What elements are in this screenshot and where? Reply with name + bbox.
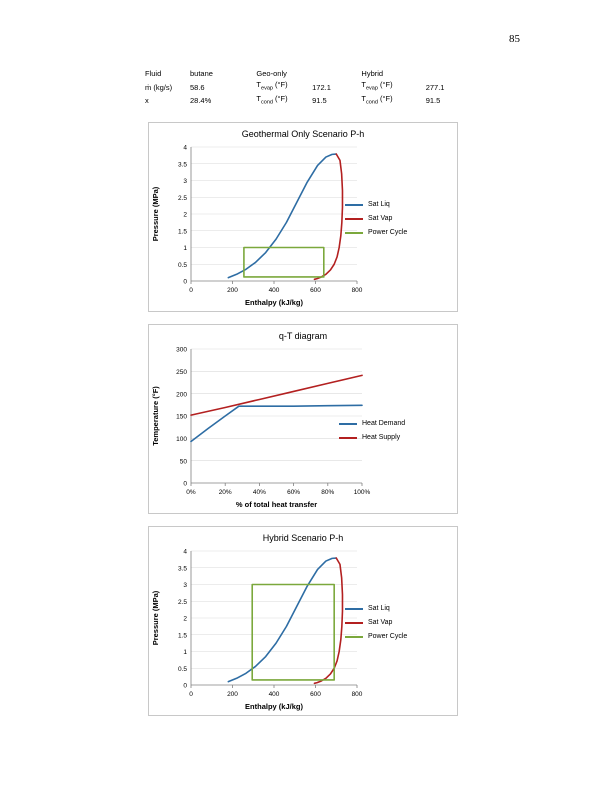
chart-legend xyxy=(345,605,407,647)
cell-fluid-label: Fluid xyxy=(145,69,162,78)
legend-label-sat-vap: Sat Vap xyxy=(368,215,393,222)
chart-title: Hybrid Scenario P-h xyxy=(262,533,344,543)
parameter-table xyxy=(145,68,475,106)
legend-item xyxy=(345,605,407,612)
cell-geo-header: Geo-only xyxy=(256,69,287,78)
chart-hybrid-scenario-ph xyxy=(148,526,458,716)
legend-swatch-power-cycle xyxy=(345,636,363,638)
svg-text:250: 250 xyxy=(176,368,187,376)
svg-text:Pressure (MPa): Pressure (MPa) xyxy=(151,186,160,242)
chart-geothermal-only-ph xyxy=(148,122,458,312)
table-row xyxy=(145,79,475,93)
chart-legend xyxy=(339,420,405,448)
svg-text:0: 0 xyxy=(183,278,187,286)
svg-text:0.5: 0.5 xyxy=(177,665,187,673)
legend-swatch-sat-vap xyxy=(345,218,363,220)
legend-swatch-heat-demand xyxy=(339,423,357,425)
legend-item xyxy=(339,420,405,427)
cell-geo-header-value xyxy=(312,68,361,79)
legend-label-heat-supply: Heat Supply xyxy=(362,434,401,441)
svg-text:4: 4 xyxy=(183,548,187,556)
cell-geo-tcond-value: 91.5 xyxy=(312,96,327,105)
legend-item xyxy=(345,229,407,236)
cell-fluid-value: butane xyxy=(190,69,213,78)
svg-text:2.5: 2.5 xyxy=(177,194,187,202)
svg-text:2.5: 2.5 xyxy=(177,598,187,606)
svg-text:0%: 0% xyxy=(186,489,196,496)
svg-text:3: 3 xyxy=(183,582,187,590)
cell-hybrid-tevap-value: 277.1 xyxy=(425,82,445,92)
svg-text:0: 0 xyxy=(183,682,187,690)
svg-text:800: 800 xyxy=(351,691,363,698)
svg-text:150: 150 xyxy=(176,413,187,421)
svg-text:Enthalpy (kJ/kg): Enthalpy (kJ/kg) xyxy=(245,298,303,307)
legend-swatch-power-cycle xyxy=(345,232,363,234)
svg-text:1.5: 1.5 xyxy=(177,632,187,640)
svg-text:300: 300 xyxy=(176,346,187,354)
chart-plot-area xyxy=(149,139,457,307)
legend-label-sat-vap: Sat Vap xyxy=(368,619,393,626)
legend-label-power-cycle: Power Cycle xyxy=(368,229,408,236)
svg-text:2: 2 xyxy=(183,211,187,219)
svg-text:0.5: 0.5 xyxy=(177,261,187,269)
svg-text:1: 1 xyxy=(183,649,187,657)
svg-text:3: 3 xyxy=(183,178,187,186)
cell-mdot-label: ṁ (kg/s) xyxy=(145,82,173,92)
cell-geo-tevap-value: 172.1 xyxy=(312,82,331,92)
svg-text:2: 2 xyxy=(183,615,187,623)
svg-text:60%: 60% xyxy=(287,489,301,496)
svg-text:Temperature (°F): Temperature (°F) xyxy=(151,386,160,446)
table-row xyxy=(145,68,475,79)
svg-text:100: 100 xyxy=(176,435,187,443)
svg-text:0: 0 xyxy=(183,480,187,488)
cell-hybrid-header-value xyxy=(426,68,475,79)
legend-item xyxy=(345,619,407,626)
page-number: 85 xyxy=(509,33,520,45)
cell-geo-tevap-label: $T_{evap}$ (°F) xyxy=(256,80,288,92)
legend-item xyxy=(345,215,407,222)
svg-text:400: 400 xyxy=(268,287,280,294)
cell-x-label: x xyxy=(145,96,149,105)
legend-item xyxy=(345,633,407,640)
legend-label-sat-liq: Sat Liq xyxy=(368,605,390,612)
svg-text:0: 0 xyxy=(189,691,193,698)
legend-swatch-sat-liq xyxy=(345,204,363,206)
legend-item xyxy=(339,434,405,441)
svg-text:1.5: 1.5 xyxy=(177,228,187,236)
cell-mdot-value: 58.6 xyxy=(190,82,205,92)
svg-text:0: 0 xyxy=(189,287,193,294)
cell-x-value: 28.4% xyxy=(190,96,212,105)
svg-text:3.5: 3.5 xyxy=(177,161,187,169)
chart-title: Geothermal Only Scenario P-h xyxy=(241,129,365,139)
legend-item xyxy=(345,201,407,208)
svg-text:600: 600 xyxy=(310,287,321,294)
legend-label-power-cycle: Power Cycle xyxy=(368,633,408,640)
svg-text:3.5: 3.5 xyxy=(177,565,187,573)
svg-text:1: 1 xyxy=(183,245,187,253)
svg-text:50: 50 xyxy=(179,458,187,466)
cell-hybrid-tcond-value: 91.5 xyxy=(425,96,441,105)
svg-text:% of total heat transfer: % of total heat transfer xyxy=(235,500,318,509)
svg-text:20%: 20% xyxy=(218,489,232,496)
cell-hybrid-tcond-label: $T_{cond}$ (°F) xyxy=(361,93,393,105)
svg-text:40%: 40% xyxy=(252,489,266,496)
chart-title: q-T diagram xyxy=(278,331,328,341)
svg-text:4: 4 xyxy=(183,144,187,152)
chart-plot-area xyxy=(149,341,457,509)
legend-label-heat-demand: Heat Demand xyxy=(362,420,406,427)
legend-swatch-sat-vap xyxy=(345,622,363,624)
svg-text:100%: 100% xyxy=(353,489,371,496)
svg-text:80%: 80% xyxy=(321,489,335,496)
svg-text:Enthalpy (kJ/kg): Enthalpy (kJ/kg) xyxy=(245,702,303,711)
cell-hybrid-tevap-label: $T_{evap}$ (°F) xyxy=(361,80,393,92)
svg-text:800: 800 xyxy=(351,287,363,294)
table-row xyxy=(145,93,475,107)
svg-text:400: 400 xyxy=(268,691,280,698)
svg-text:Pressure (MPa): Pressure (MPa) xyxy=(151,590,160,646)
svg-text:200: 200 xyxy=(227,691,238,698)
legend-swatch-heat-supply xyxy=(339,437,357,439)
chart-q-t-diagram xyxy=(148,324,458,514)
legend-swatch-sat-liq xyxy=(345,608,363,610)
svg-text:200: 200 xyxy=(227,287,238,294)
svg-text:200: 200 xyxy=(176,391,187,399)
chart-plot-area xyxy=(149,543,457,711)
svg-text:600: 600 xyxy=(310,691,321,698)
cell-geo-tcond-label: $T_{cond}$ (°F) xyxy=(256,93,288,105)
chart-legend xyxy=(345,201,407,243)
legend-label-sat-liq: Sat Liq xyxy=(368,201,390,208)
cell-hybrid-header: Hybrid xyxy=(361,69,384,78)
